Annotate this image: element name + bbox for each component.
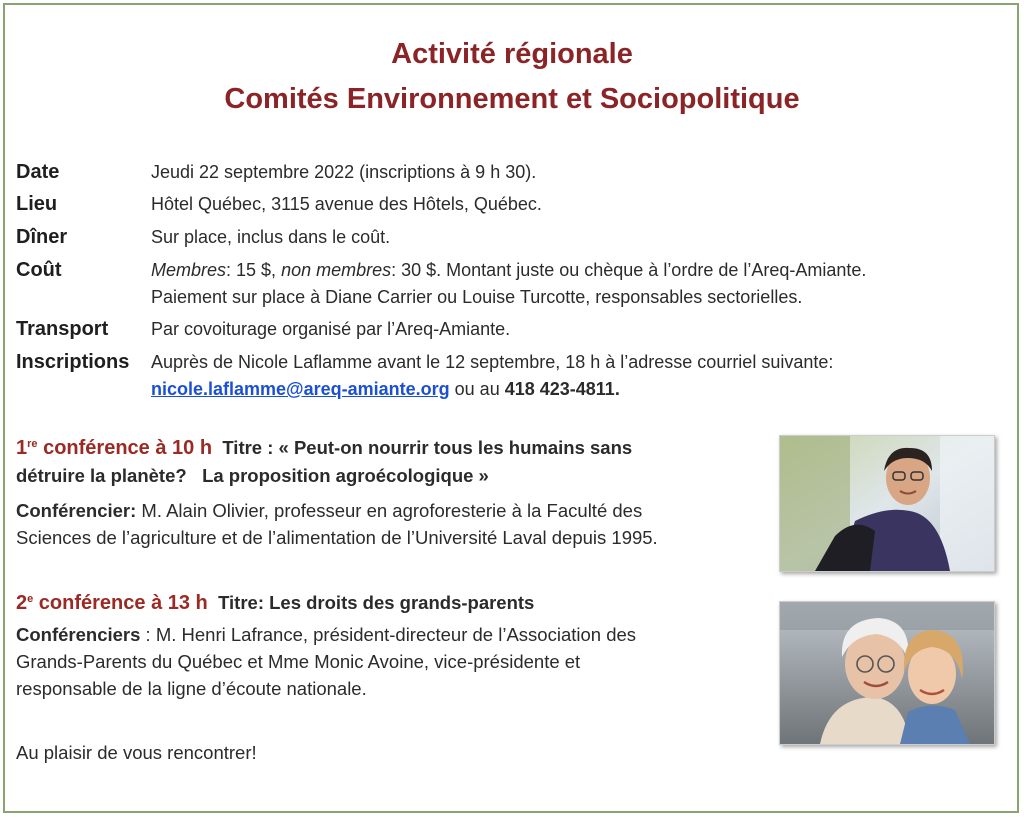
- lieu-value: Hôtel Québec, 3115 avenue des Hôtels, Québec.: [151, 194, 542, 214]
- conference2-speakers: [16, 621, 756, 702]
- page-title: Activité régionale: [391, 38, 633, 70]
- conference1-speaker-label: Conférencier:: [16, 500, 137, 521]
- date-value: Jeudi 22 septembre 2022 (inscriptions à 9 h 30).: [151, 162, 537, 182]
- non-membres-rest: : 30 $. Montant juste ou chèque à l’ordre de l’Areq-Amiante.: [391, 260, 867, 280]
- inscriptions-label: Inscriptions: [16, 351, 130, 373]
- conference1-heading: [16, 434, 756, 489]
- conference2-time: conférence à 13 h: [33, 592, 208, 614]
- conference2-speaker-label: Conférenciers: [16, 624, 141, 645]
- transport-label: Transport: [16, 318, 109, 340]
- conference2-speaker-line2: Grands-Parents du Québec et Mme Monic Avoine, vice-présidente et: [16, 651, 581, 672]
- cout-label: Coût: [16, 259, 62, 281]
- conference1-time: conférence à 10 h: [37, 437, 213, 459]
- page-subtitle: Comités Environnement et Sociopolitique: [224, 83, 800, 115]
- conference2-sup: e: [27, 592, 34, 605]
- conference1-number: 1: [16, 437, 28, 459]
- man-portrait-image: [780, 436, 994, 571]
- inscriptions-middle: ou au: [449, 379, 505, 399]
- email-link[interactable]: nicole.laflamme@areq-amiante.org: [151, 379, 450, 399]
- transport-value: Par covoiturage organisé par l’Areq-Amiante.: [151, 319, 511, 339]
- conference2-title: Titre: Les droits des grands-parents: [218, 592, 535, 613]
- cout-value-line2: Paiement sur place à Diane Carrier ou Louise Turcotte, responsables sectorielles.: [151, 287, 803, 307]
- cout-value-line1: [151, 258, 866, 282]
- conference2-number: 2: [16, 592, 28, 614]
- lieu-label: Lieu: [16, 193, 58, 215]
- speaker-photo-1: [779, 435, 995, 572]
- diner-value: Sur place, inclus dans le coût.: [151, 227, 391, 247]
- conference1-title-line1: Titre : « Peut-on nourrir tous les humains sans: [222, 437, 633, 458]
- conference2-heading: [16, 589, 756, 617]
- conference2-speaker-line3: responsable de la ligne d’écoute nationale.: [16, 678, 367, 699]
- date-label: Date: [16, 161, 60, 183]
- inscriptions-line1: Auprès de Nicole Laflamme avant le 12 septembre, 18 h à l’adresse courriel suivante:: [151, 352, 834, 372]
- speaker-photo-2: [779, 601, 995, 745]
- grandmother-child-image: [780, 602, 994, 744]
- membres-price: : 15 $,: [226, 260, 282, 280]
- conference1-title-line2: détruire la planète? La proposition agroécologique »: [16, 465, 489, 486]
- diner-label: Dîner: [16, 226, 68, 248]
- phone-number: 418 423-4811.: [504, 379, 620, 399]
- conference1-speaker-line1: M. Alain Olivier, professeur en agroforesterie à la Faculté des: [136, 500, 643, 521]
- inscriptions-line2: [151, 377, 620, 401]
- detail-inscriptions: [16, 350, 1016, 404]
- conference1-speaker: [16, 497, 766, 551]
- closing-text: Au plaisir de vous rencontrer!: [16, 742, 257, 763]
- membres-text: Membres: [151, 260, 227, 280]
- non-membres-text: non membres: [281, 260, 392, 280]
- conference1-speaker-line2: Sciences de l’agriculture et de l’alimentation de l’Université Laval depuis 1995.: [16, 527, 658, 548]
- detail-cout: [16, 258, 1016, 312]
- conference1-sup: re: [27, 437, 38, 450]
- conference2-speaker-line1: : M. Henri Lafrance, président-directeur de l’Association des: [140, 624, 637, 645]
